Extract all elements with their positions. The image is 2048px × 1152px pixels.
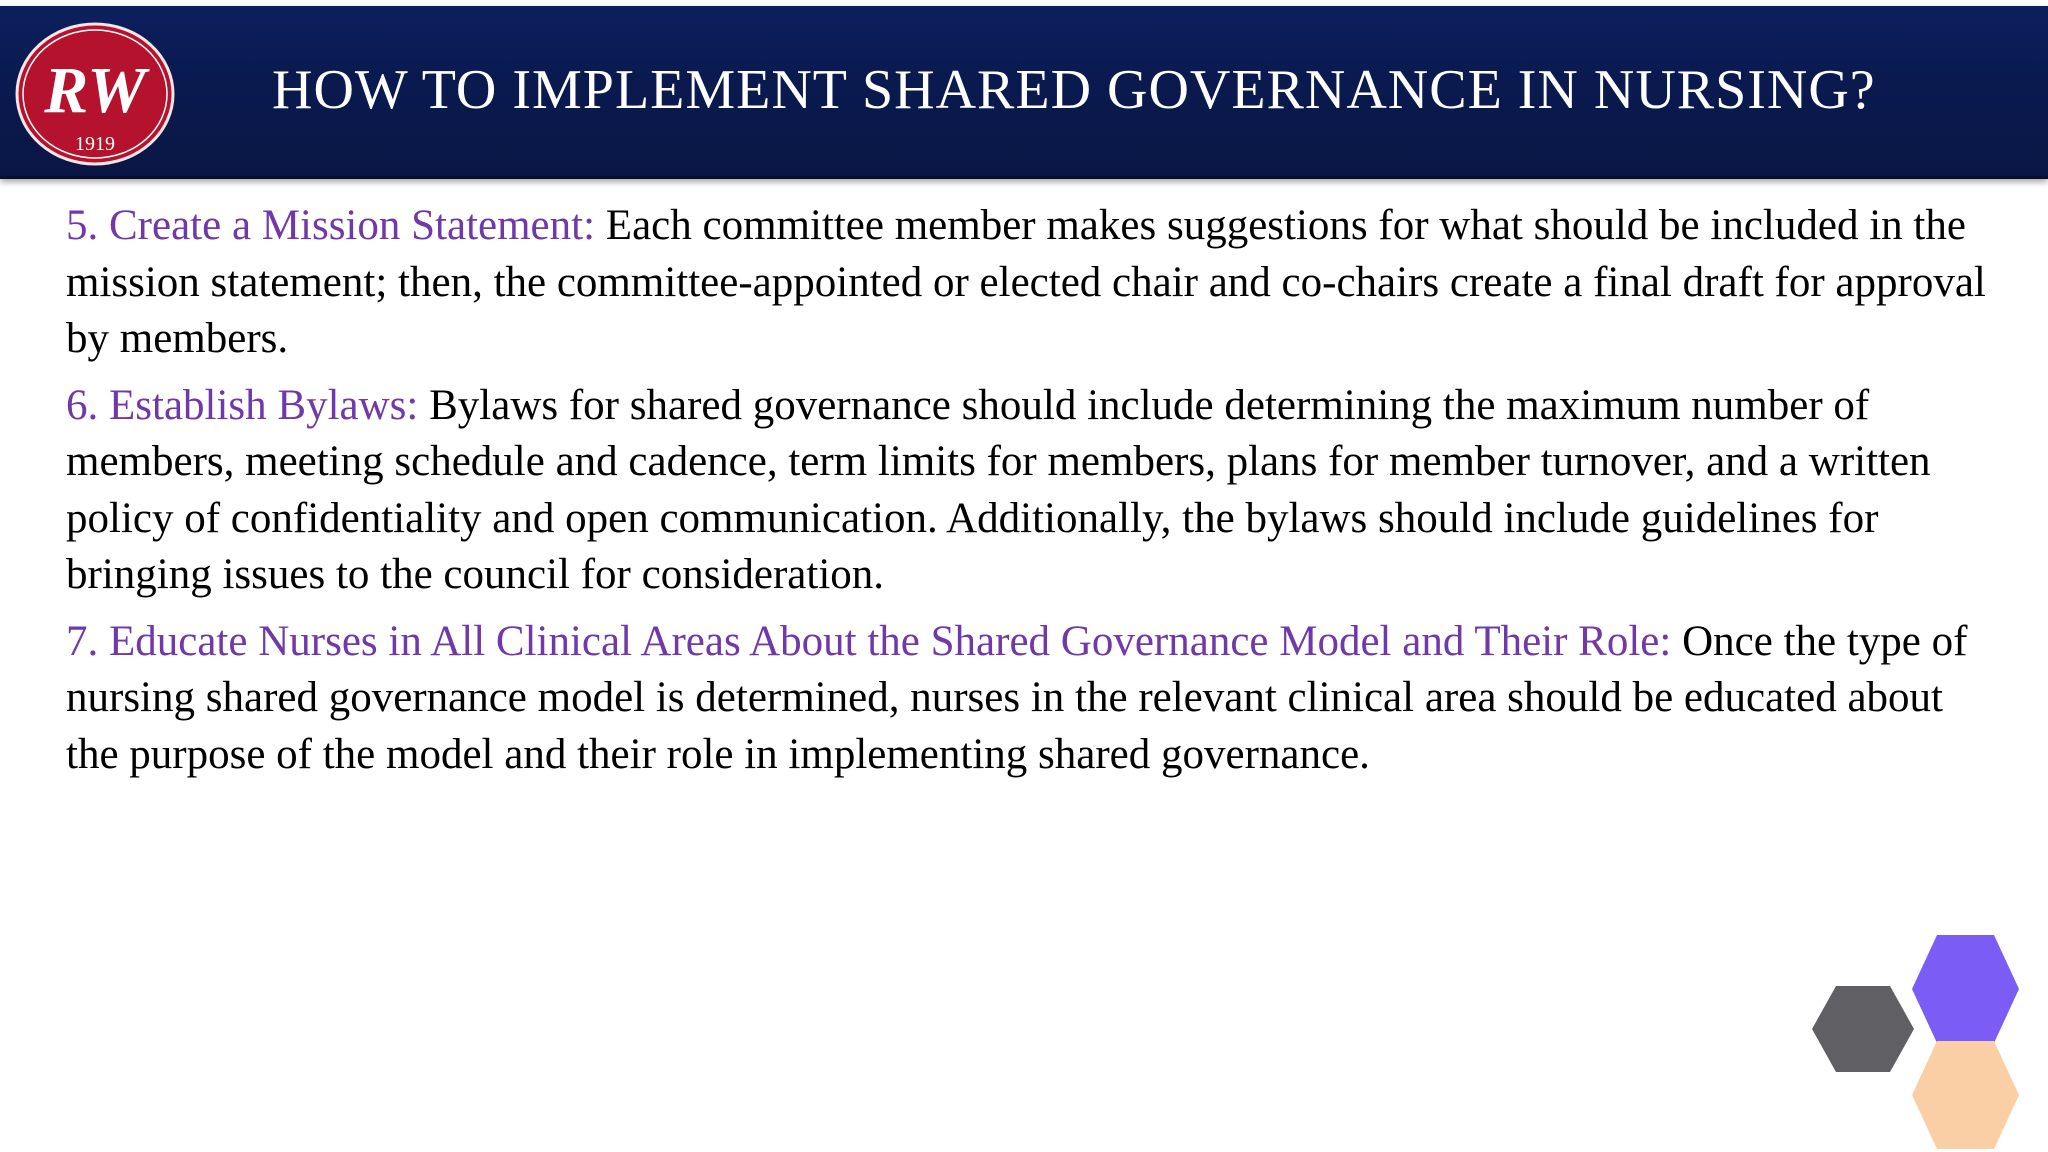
logo-year: 1919 bbox=[75, 133, 115, 155]
list-item bbox=[66, 198, 2006, 368]
item-heading: 6. Establish Bylaws: bbox=[66, 381, 419, 429]
item-text: Once the type of nursing shared governance model is determined, nurses in the relevant clinical area should be educated about the purpose of the model and their role in implementing shared governance. bbox=[66, 617, 1968, 778]
slide-body bbox=[66, 198, 2006, 793]
purple-hexagon bbox=[1912, 935, 2019, 1043]
university-logo bbox=[15, 22, 175, 166]
item-text: Bylaws for shared governance should include determining the maximum number of members, meeting schedule and cadence, term limits for members, plans for member turnover, and a written policy of confidentiality and open communication. Additionally, the bylaws should include guidelines for bringing issues to the council for consideration. bbox=[66, 381, 1931, 598]
logo-monogram: RW bbox=[44, 54, 146, 127]
list-item bbox=[66, 614, 2006, 784]
gray-hexagon bbox=[1812, 986, 1914, 1072]
item-heading: 5. Create a Mission Statement: bbox=[66, 202, 596, 249]
slide-title: HOW TO IMPLEMENT SHARED GOVERNANCE IN NURSING? bbox=[272, 59, 1876, 121]
peach-hexagon bbox=[1912, 1041, 2019, 1149]
item-text: Each committee member makes suggestions for what should be included in the mission statement; then, the committee-appointed or elected chair and co-chairs create a final draft for approval by members. bbox=[66, 202, 1986, 362]
slide-header bbox=[0, 6, 2048, 179]
list-item bbox=[66, 378, 2006, 604]
item-heading: 7. Educate Nurses in All Clinical Areas About the Shared Governance Model and Their Role: bbox=[66, 617, 1672, 665]
hexagon-decoration bbox=[1800, 925, 2048, 1152]
